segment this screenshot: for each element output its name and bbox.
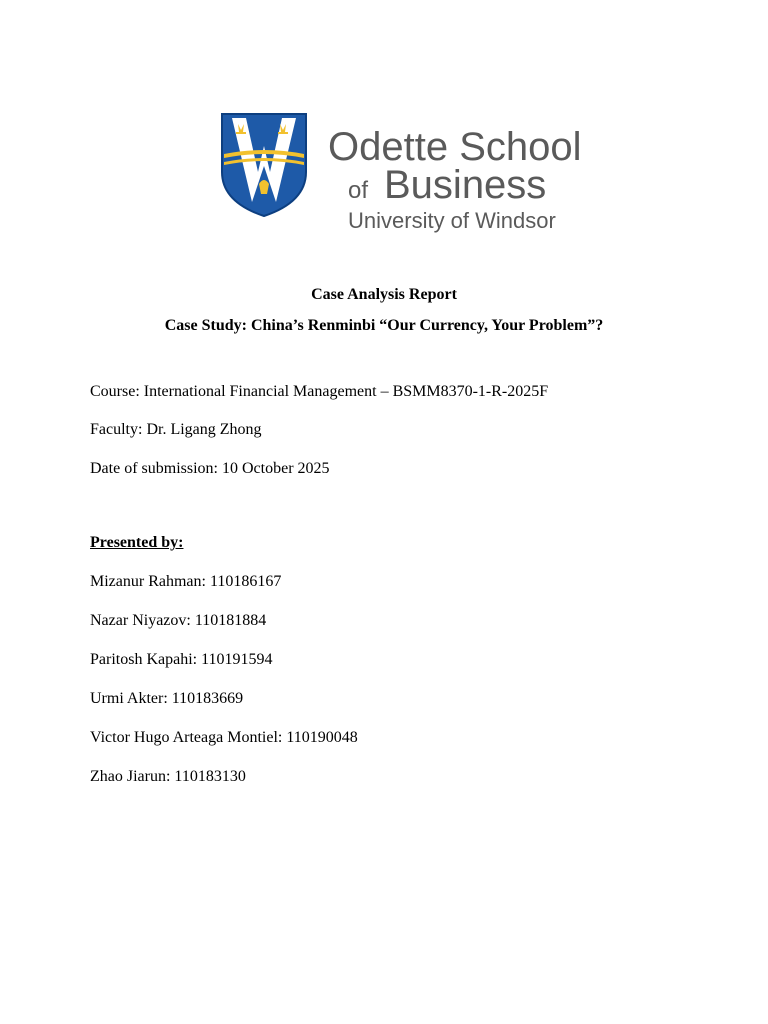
presenter-item: Urmi Akter: 110183669 xyxy=(90,690,244,707)
presenter-item: Zhao Jiarun: 110183130 xyxy=(90,768,246,785)
school-logo xyxy=(218,110,598,240)
odette-logo-graphic xyxy=(218,110,598,240)
presenter-item: Paritosh Kapahi: 110191594 xyxy=(90,651,273,668)
presenter-item: Victor Hugo Arteaga Montiel: 110190048 xyxy=(90,729,358,746)
course-line: Course: International Financial Management – BSMM8370-1-R-2025F xyxy=(90,383,549,400)
logo-line-1: Odette School xyxy=(328,125,582,169)
case-study-title: Case Study: China’s Renminbi “Our Currency, Your Problem”? xyxy=(164,317,604,334)
logo-line-3: University of Windsor xyxy=(348,208,556,233)
presenters-heading: Presented by: xyxy=(90,534,184,551)
logo-line-2-small: of xyxy=(348,177,369,204)
logo-line-2-big: Business xyxy=(384,163,547,207)
submission-date-line: Date of submission: 10 October 2025 xyxy=(90,460,330,477)
faculty-line: Faculty: Dr. Ligang Zhong xyxy=(90,421,262,438)
report-title: Case Analysis Report xyxy=(311,286,457,303)
presenter-item: Nazar Niyazov: 110181884 xyxy=(90,612,267,629)
shield-crest-icon xyxy=(222,114,306,216)
presenter-item: Mizanur Rahman: 110186167 xyxy=(90,573,282,590)
